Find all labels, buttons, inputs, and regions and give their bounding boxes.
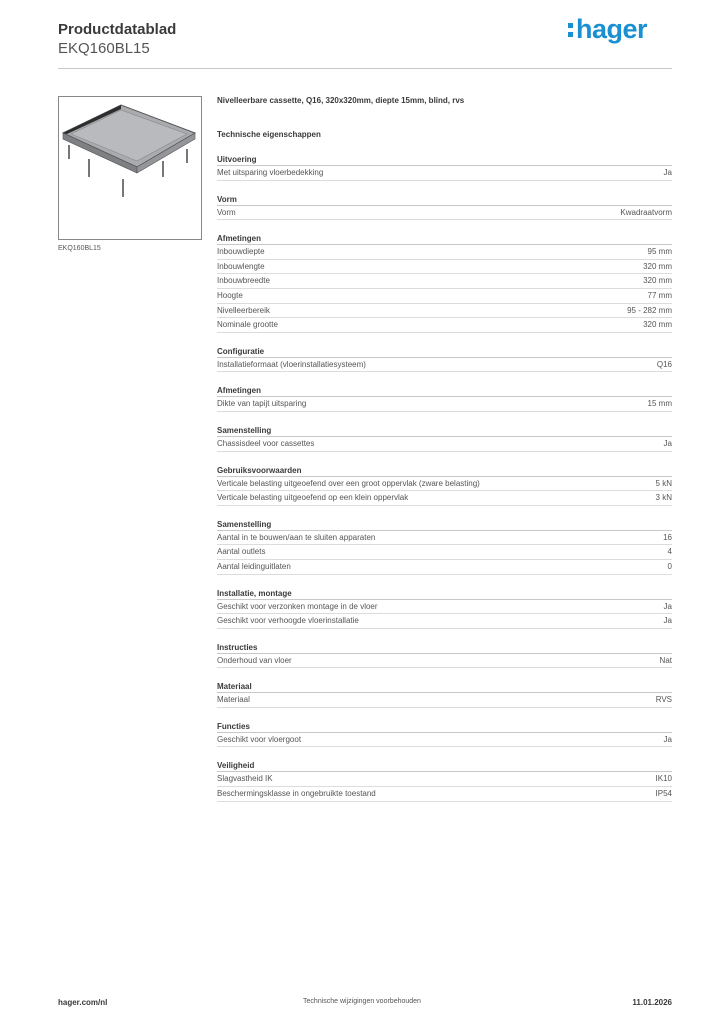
spec-value: 15 mm [647, 399, 672, 409]
spec-value: 16 [663, 532, 672, 542]
spec-label: Inbouwlengte [217, 261, 265, 271]
footer-date: 11.01.2026 [632, 998, 672, 1007]
section-title: Gebruiksvoorwaarden [217, 465, 672, 477]
spec-value: Ja [663, 601, 672, 611]
spec-section [217, 346, 672, 373]
spec-row [217, 772, 672, 787]
spec-value: Q16 [656, 359, 672, 369]
section-title: Veiligheid [217, 760, 672, 772]
section-title: Afmetingen [217, 385, 672, 397]
section-title: Functies [217, 721, 672, 733]
section-title: Uitvoering [217, 154, 672, 166]
spec-label: Geschikt voor verzonken montage in de vloer [217, 601, 378, 611]
page-title: Productdatablad [58, 21, 177, 38]
spec-row [217, 358, 672, 373]
spec-row [217, 166, 672, 181]
spec-label: Aantal in te bouwen/aan te sluiten apparaten [217, 532, 376, 542]
spec-value: Nat [659, 655, 672, 665]
spec-section [217, 385, 672, 412]
spec-value: 0 [667, 561, 672, 571]
spec-label: Slagvastheid IK [217, 774, 273, 784]
spec-value: 95 - 282 mm [627, 305, 672, 315]
spec-label: Inbouwbreedte [217, 276, 270, 286]
spec-section [217, 465, 672, 506]
logo-text: hager [576, 14, 648, 44]
cassette-illustration [59, 97, 201, 239]
section-title: Vorm [217, 194, 672, 206]
spec-label: Nivelleerbereik [217, 305, 270, 315]
spec-section [217, 233, 672, 333]
spec-row [217, 397, 672, 412]
spec-section [217, 760, 672, 801]
spec-row [217, 614, 672, 629]
section-title: Materiaal [217, 681, 672, 693]
spec-label: Verticale belasting uitgeoefend op een klein oppervlak [217, 493, 409, 503]
spec-label: Geschikt voor vloergoot [217, 734, 302, 744]
spec-label: Installatieformaat (vloerinstallatiesysteem) [217, 359, 366, 369]
spec-value: 95 mm [647, 247, 672, 257]
section-title: Installatie, montage [217, 588, 672, 600]
spec-label: Dikte van tapijt uitsparing [217, 399, 307, 409]
hager-logo[interactable] [568, 14, 647, 45]
spec-value: 320 mm [643, 320, 672, 330]
spec-row [217, 654, 672, 669]
section-title: Afmetingen [217, 233, 672, 245]
spec-row [217, 437, 672, 452]
spec-row [217, 274, 672, 289]
spec-value: IP54 [655, 789, 672, 799]
spec-label: Inbouwdiepte [217, 247, 265, 257]
section-title: Samenstelling [217, 425, 672, 437]
spec-row [217, 733, 672, 748]
spec-label: Beschermingsklasse in ongebruikte toestand [217, 789, 376, 799]
spec-section [217, 194, 672, 221]
footer-notice: Technische wijzigingen voorbehouden [303, 998, 421, 1005]
spec-label: Verticale belasting uitgeoefend over een groot oppervlak (zware belasting) [217, 478, 480, 488]
spec-row [217, 245, 672, 260]
spec-row [217, 531, 672, 546]
logo-dots-icon [568, 23, 573, 37]
spec-label: Nominale grootte [217, 320, 278, 330]
section-title: Samenstelling [217, 519, 672, 531]
spec-section [217, 721, 672, 748]
spec-row [217, 491, 672, 506]
spec-value: Ja [663, 438, 672, 448]
spec-row [217, 545, 672, 560]
spec-row [217, 600, 672, 615]
product-code: EKQ160BL15 [58, 40, 150, 57]
image-caption: EKQ160BL15 [58, 245, 101, 252]
spec-row [217, 787, 672, 802]
spec-value: Kwadraatvorm [620, 207, 672, 217]
spec-value: Ja [663, 616, 672, 626]
spec-value: Ja [663, 168, 672, 177]
spec-label: Vorm [217, 207, 236, 217]
spec-value: 3 kN [655, 493, 672, 503]
spec-value: 77 mm [647, 290, 672, 300]
spec-label: Aantal outlets [217, 547, 266, 557]
spec-label: Hoogte [217, 290, 243, 300]
spec-row [217, 560, 672, 575]
section-title: Configuratie [217, 346, 672, 358]
datasheet-content [217, 94, 672, 802]
footer-url[interactable]: hager.com/nl [58, 998, 108, 1007]
spec-row [217, 206, 672, 221]
spec-label: Met uitsparing vloerbedekking [217, 168, 324, 177]
spec-row [217, 693, 672, 708]
technical-properties-heading: Technische eigenschappen [217, 130, 321, 139]
spec-row [217, 477, 672, 492]
header-divider [58, 68, 672, 69]
spec-value: 5 kN [655, 478, 672, 488]
spec-row [217, 318, 672, 333]
spec-section [217, 519, 672, 575]
spec-row [217, 260, 672, 275]
section-title: Instructies [217, 642, 672, 654]
spec-section [217, 588, 672, 629]
spec-value: IK10 [655, 774, 672, 784]
spec-row [217, 304, 672, 319]
spec-section [217, 154, 672, 181]
spec-label: Aantal leidinguitlaten [217, 561, 291, 571]
spec-section [217, 681, 672, 708]
spec-sections [217, 154, 672, 802]
product-title: Nivelleerbare cassette, Q16, 320x320mm, diepte 15mm, blind, rvs [217, 96, 465, 105]
spec-section [217, 642, 672, 669]
spec-value: Ja [663, 734, 672, 744]
product-image [58, 96, 202, 240]
spec-label: Onderhoud van vloer [217, 655, 292, 665]
spec-section [217, 425, 672, 452]
spec-value: RVS [655, 695, 672, 705]
spec-label: Materiaal [217, 695, 250, 705]
spec-label: Chassisdeel voor cassettes [217, 438, 315, 448]
spec-value: 4 [667, 547, 672, 557]
spec-value: 320 mm [643, 276, 672, 286]
spec-value: 320 mm [643, 261, 672, 271]
spec-label: Geschikt voor verhoogde vloerinstallatie [217, 616, 359, 626]
spec-row [217, 289, 672, 304]
